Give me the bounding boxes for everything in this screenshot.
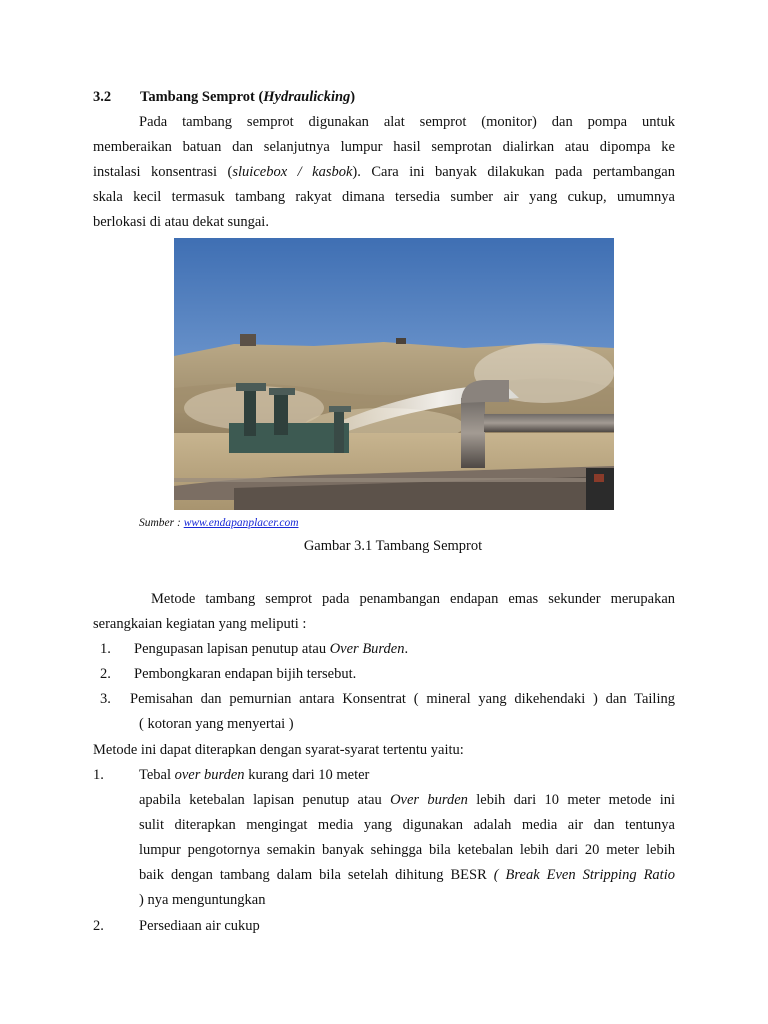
section-number: 3.2: [93, 89, 112, 105]
intro-line-1: Pada tambang semprot digunakan alat semprot (monitor) dan pompa untuk: [139, 114, 675, 130]
step-3-number: 3.: [100, 691, 111, 707]
intro-line-2: memberaikan batuan dan selanjutnya lumpur hasil semprotan dialirkan atau dipompa ke: [93, 139, 675, 155]
hydraulicking-photo: [174, 238, 614, 510]
step-3-continuation: ( kotoran yang menyertai ): [139, 716, 294, 732]
step-1-text: Pengupasan lapisan penutup atau Over Burden.: [134, 641, 409, 657]
method-line-1: Metode tambang semprot pada penambangan endapan emas sekunder merupakan: [151, 591, 675, 607]
condition-1-para-line-5: ) nya menguntungkan: [139, 892, 266, 908]
section-heading: [93, 88, 355, 106]
intro-line-3: instalasi konsentrasi (sluicebox / kasbok). Cara ini banyak dilakukan pada pertambangan: [93, 164, 675, 180]
figure-caption: Gambar 3.1 Tambang Semprot: [303, 538, 483, 554]
source-link[interactable]: www.endapanplacer.com: [183, 517, 299, 529]
condition-2-title: Persediaan air cukup: [139, 918, 260, 934]
conditions-intro: Metode ini dapat diterapkan dengan syarat-syarat tertentu yaitu:: [93, 742, 464, 758]
condition-1-para-line-3: lumpur pengotornya semakin banyak sehingga bila ketebalan lebih dari 20 meter lebih: [139, 842, 675, 858]
step-3-text: Pemisahan dan pemurnian antara Konsentrat ( mineral yang dikehendaki ) dan Tailing: [130, 691, 675, 707]
mining-scene-illustration: [174, 238, 614, 510]
intro-line-5: berlokasi di atau dekat sungai.: [93, 214, 269, 230]
condition-1-para-line-1: apabila ketebalan lapisan penutup atau Over burden lebih dari 10 meter metode ini: [139, 792, 676, 808]
condition-1-para-line-2: sulit diterapkan mengingat media yang digunakan adalah media air dan tentunya: [139, 817, 675, 833]
condition-1-title: Tebal over burden kurang dari 10 meter: [139, 767, 370, 783]
condition-1-para-line-4: baik dengan tambang dalam bila setelah dihitung BESR ( Break Even Stripping Ratio: [139, 867, 675, 883]
condition-2-number: 2.: [93, 918, 104, 934]
step-2-number: 2.: [100, 666, 111, 682]
figure-source: Sumber : www.endapanplacer.com: [139, 517, 299, 529]
section-title: Tambang Semprot (Hydraulicking): [140, 89, 356, 105]
intro-line-4: skala kecil termasuk tambang rakyat dimana tersedia sumber air yang cukup, umumnya: [93, 189, 675, 205]
method-line-2: serangkaian kegiatan yang meliputi :: [93, 616, 307, 632]
step-2-text: Pembongkaran endapan bijih tersebut.: [134, 666, 357, 682]
step-1-number: 1.: [100, 641, 111, 657]
condition-1-number: 1.: [93, 767, 104, 783]
